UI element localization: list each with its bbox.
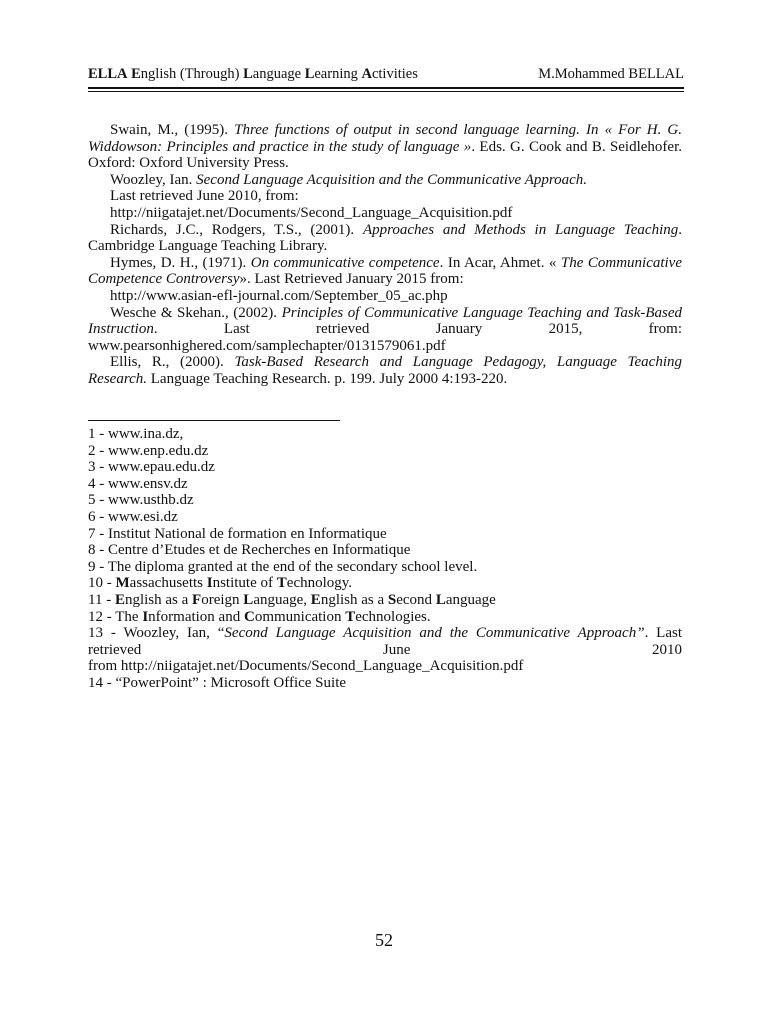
footnote-text: Institut National de formation en Informatique [108,525,387,542]
footnotes-list [88,426,682,692]
footnote-13: 13 - Woozley, Ian, “Second Language Acquisition and the Communicative Approach”. Last retrieved June 2010 [88,625,682,658]
footnote-7: 7 - Institut National de formation en Informatique [88,525,387,542]
footnote-10: 10 - Massachusetts Institute of Technology. [88,575,353,592]
footnote-text: www.enp.edu.dz [108,442,209,459]
reference-hymes: Hymes, D. H., (1971). On communicative competence. In Acar, Ahmet. « The Communicative Competence Controversy». Last Retrieved January 2015 from: http://www.asian-efl-journal.com/September_05_ac.php [88,254,682,304]
footnote-text: E [310,591,321,608]
footnote-number: 8 [88,542,96,559]
footnote-4: 4 - www.ensv.dz [88,475,188,492]
footnote-12: 12 - The Information and Communication Technologies. [88,608,431,625]
footnote-number: 9 [88,558,96,575]
footnote-separator [88,420,340,421]
footnote-6: 6 - www.esi.dz [88,508,178,525]
header-title-part: anguage [252,66,305,82]
footnote-text: echnology. [286,575,353,592]
footnote-9: 9 - The diploma granted at the end of the secondary school level. [88,558,478,575]
header-title [88,66,418,83]
header-title-part: ctivities [371,66,418,82]
header-title-part: L [304,66,315,82]
footnote-number: 4 [88,475,96,492]
reference-swain: Swain, M., (1995). Three functions of output in second language learning. In « For H. G. Widdowson: Principles and practice in the study of language ». Eds. G. Cook and B. Seidlehofer. Oxford: Oxford University Press. [88,122,683,172]
footnote-text: www.ensv.dz [108,475,188,492]
page-header [88,66,684,83]
footnote-text: anguage, [253,591,311,608]
footnote-text: Centre d’Etudes et de Recherches en Informatique [108,542,411,559]
footnote-text: econd [396,591,436,608]
footnote-text: T [276,575,287,592]
reference-ellis: Ellis, R., (2000). Task-Based Research and Language Pedagogy, Language Teaching Research. Language Teaching Research. p. 199. July 2000 4:193-220. [88,354,683,387]
header-author: M.Mohammed BELLAL [538,66,684,82]
footnote-text: I [206,575,213,592]
footnote-3: 3 - www.epau.edu.dz [88,459,215,476]
footnote-text: C [243,608,255,625]
footnote-text: www.epau.edu.dz [108,459,215,476]
footnote-text: L [435,591,446,608]
header-title-part: earning [314,66,362,82]
footnote-text: echnologies. [355,608,431,625]
footnote-8: 8 - Centre d’Etudes et de Recherches en Informatique [88,542,411,559]
header-title-part: E [131,66,141,82]
footnote-text: oreign [201,591,244,608]
footnote-text: assachusetts [129,575,207,592]
footnote-text: E [114,591,125,608]
footnotes-simple [88,426,682,625]
footnote-text: www.usthb.dz [108,492,194,509]
header-rule-thick [88,87,684,89]
footnote-text: M [115,575,130,592]
footnote-text: nglish as a [124,591,193,608]
reference-richards: Richards, J.C., Rodgers, T.S., (2001). Approaches and Methods in Language Teaching. Cambridge Language Teaching Library. [88,221,682,255]
footnote-number: 2 [88,442,96,459]
footnote-text: L [243,591,254,608]
footnote-5: 5 - www.usthb.dz [88,492,194,509]
footnote-text: S [387,591,397,608]
footnote-text: The [115,608,143,625]
footnote-number: 6 [88,508,96,525]
footnote-text: nglish as a [320,591,388,608]
footnote-2: 2 - www.enp.edu.dz [88,442,209,459]
footnote-text: www.ina.dz, [108,426,184,442]
header-title-part: L [243,66,253,82]
footnote-text: www.esi.dz [108,508,178,525]
footnote-number: 5 [88,492,96,509]
page-number: 52 [375,930,393,950]
header-title-part: A [361,66,372,82]
footnote-number: 3 [88,459,96,476]
footnote-1: 1 - www.ina.dz, [88,426,184,442]
footnote-text: The diploma granted at the end of the secondary school level. [107,558,478,575]
footnote-text: I [142,608,149,625]
footnote-text: nstitute of [212,575,277,592]
footnote-text: T [345,608,356,625]
footnote-text: nformation and [148,608,244,625]
footnote-11: 11 - English as a Foreign Language, English as a Second Language [88,591,496,608]
header-title-part: ELLA [88,66,128,82]
footnote-text: anguage [445,591,496,608]
references-list [88,122,682,388]
header-rule-thin [88,91,684,92]
footnote-number: 11 [88,591,103,608]
footnote-text: F [192,591,202,608]
footnote-number: 12 [88,608,103,625]
reference-wesche: Wesche & Skehan., (2002). Principles of Communicative Language Teaching and Task-Based Instruction. Last retrieved January 2015, from: www.pearsonhighered.com/samplechapter/0131579061.pdf [88,304,682,354]
footnote-number: 1 [88,426,96,442]
footnote-text: ommunication [254,608,346,625]
footnote-number: 7 [88,525,96,542]
header-title-part: nglish (Through) [140,66,244,82]
footnote-14: 14 - “PowerPoint” : Microsoft Office Suite [88,674,347,691]
reference-woozley: Woozley, Ian. Second Language Acquisition and the Communicative Approach. Last retrieved June 2010, from: http://niigatajet.net/Documents/Second_Language_Acquisition.pdf [110,171,588,221]
footnote-13-url: from http://niigatajet.net/Documents/Second_Language_Acquisition.pdf [88,658,524,675]
footnote-number: 10 [88,575,103,592]
